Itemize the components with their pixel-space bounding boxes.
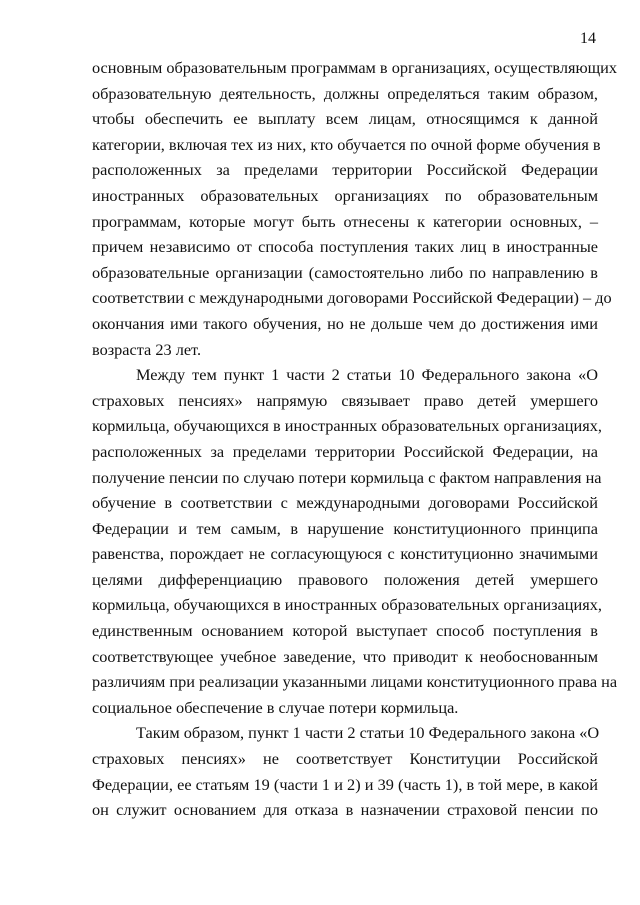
text-line: единственным основанием которой выступает способ поступления в [92, 621, 598, 641]
text-line: равенства, порождает не согласующуюся с конституционно значимыми [92, 544, 598, 564]
text-line: соответствующее учебное заведение, что приводит к необоснованным [92, 646, 598, 666]
text-line: целями дифференциацию правового положения детей умершего [92, 569, 598, 589]
text-line: страховых пенсиях» напрямую связывает право детей умершего [92, 390, 598, 410]
text-line: иностранных образовательных организациях по образовательным [92, 185, 598, 205]
text-line: различиям при реализации указанными лицами конституционного права на [92, 672, 618, 692]
text-line: окончания ими такого обучения, но не дольше чем до достижения ими [92, 313, 598, 333]
page-number: 14 [580, 30, 596, 47]
text-line: он служит основанием для отказа в назначении страховой пенсии по [92, 800, 598, 820]
text-line: Федерации и тем самым, в нарушение конституционного принципа [92, 518, 598, 538]
text-line: программам, которые могут быть отнесены к категории основных, – [92, 211, 598, 231]
text-line: Между тем пункт 1 части 2 статьи 10 Федерального закона «О [136, 365, 598, 385]
text-line: причем независимо от способа поступления таких лиц в иностранные [92, 237, 598, 257]
text-line: возраста 23 лет. [92, 339, 202, 359]
text-line: обучение в соответствии с международными договорами Российской [92, 493, 598, 513]
text-line: образовательную деятельность, должны определяться таким образом, [92, 83, 598, 103]
text-line: кормильца, обучающихся в иностранных образовательных организациях, [92, 416, 602, 436]
text-line: расположенных за пределами территории Российской Федерации [92, 160, 598, 180]
paragraph [92, 362, 618, 720]
paragraph [92, 55, 618, 362]
text-line: образовательные организации (самостоятельно либо по направлению в [92, 262, 598, 282]
paragraph [92, 720, 598, 822]
text-line: страховых пенсиях» не соответствует Конституции Российской [92, 749, 598, 769]
text-line: получение пенсии по случаю потери кормильца с фактом направления на [92, 467, 602, 487]
text-line: категории, включая тех из них, кто обучается по очной форме обучения в [92, 134, 601, 154]
text-line: Федерации, ее статьям 19 (части 1 и 2) и 39 (часть 1), в той мере, в какой [92, 774, 598, 794]
text-line: основным образовательным программам в организациях, осуществляющих [92, 58, 618, 77]
text-line: кормильца, обучающихся в иностранных образовательных организациях, [92, 595, 602, 615]
text-line: Таким образом, пункт 1 части 2 статьи 10 Федерального закона «О [136, 723, 600, 743]
text-line: чтобы обеспечить ее выплату всем лицам, относящимся к данной [92, 109, 598, 129]
text-line: соответствии с международными договорами Российской Федерации) – до [92, 288, 612, 308]
text-line: социальное обеспечение в случае потери кормильца. [92, 697, 459, 717]
text-line: расположенных за пределами территории Российской Федерации, на [92, 441, 598, 461]
body-text [92, 55, 618, 823]
